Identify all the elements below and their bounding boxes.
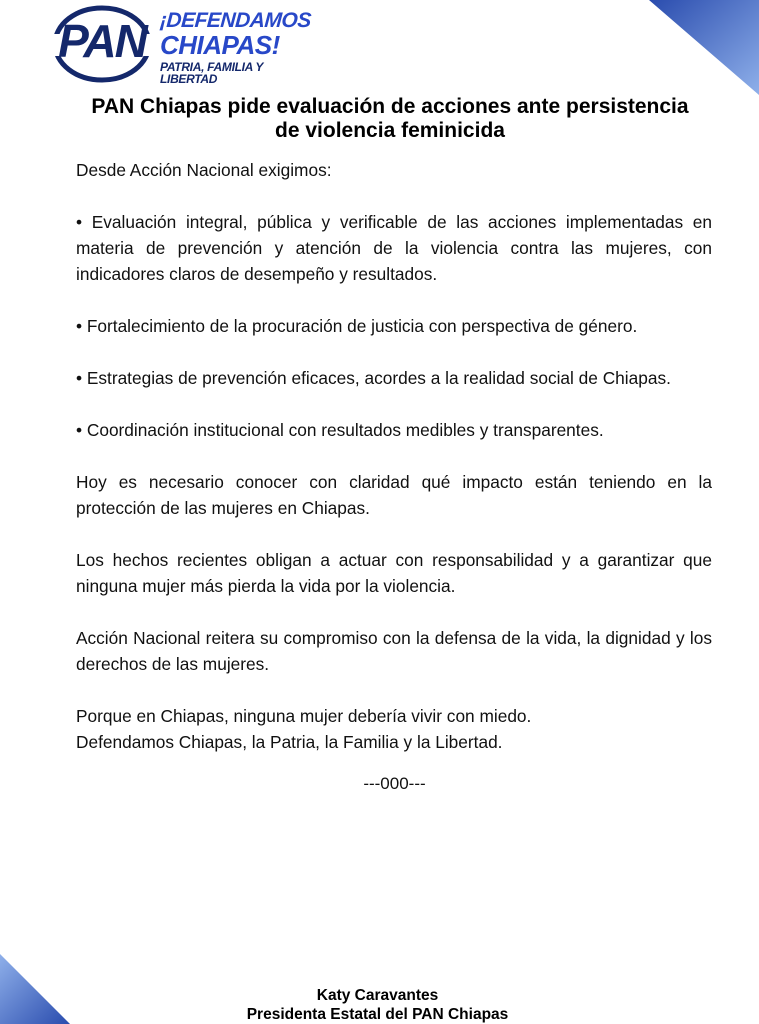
closing-line-2: Defendamos Chiapas, la Patria, la Familia y la Libertad. bbox=[76, 732, 503, 752]
pan-logo bbox=[50, 4, 154, 84]
signature-block bbox=[0, 986, 755, 1024]
body-paragraph: Hoy es necesario conocer con claridad qué impacto están teniendo en la protección de las mujeres en Chiapas. bbox=[76, 472, 712, 518]
closing-line-1: Porque en Chiapas, ninguna mujer debería vivir con miedo. bbox=[76, 706, 532, 726]
body-paragraph: Los hechos recientes obligan a actuar con responsabilidad y a garantizar que ninguna mujer más pierda la vida por la violencia. bbox=[76, 550, 712, 596]
signature-role: Presidenta Estatal del PAN Chiapas bbox=[246, 1006, 509, 1023]
pan-logo-text: PAN bbox=[58, 15, 146, 67]
document-body bbox=[76, 157, 712, 755]
slogan-line-3: PATRIA, FAMILIA Y LIBERTAD bbox=[160, 60, 263, 86]
bullet-item: • Fortalecimiento de la procuración de justicia con perspectiva de género. bbox=[76, 316, 638, 336]
slogan bbox=[159, 9, 312, 86]
pan-chiapas-logo bbox=[50, 4, 312, 86]
body-paragraph: Acción Nacional reitera su compromiso con la defensa de la vida, la dignidad y los derechos de las mujeres. bbox=[76, 628, 712, 674]
bullet-item: • Coordinación institucional con resultados medibles y transparentes. bbox=[76, 420, 604, 440]
signature-name: Katy Caravantes bbox=[316, 987, 439, 1004]
bullet-item: • Estrategias de prevención eficaces, acordes a la realidad social de Chiapas. bbox=[76, 368, 671, 388]
slogan-line-1: ¡DEFENDAMOS bbox=[159, 9, 312, 32]
title-line-2: de violencia feminicida bbox=[275, 119, 505, 142]
corner-decoration-top-right bbox=[649, 0, 759, 95]
title-line-1: PAN Chiapas pide evaluación de acciones ante persistencia bbox=[91, 95, 689, 118]
intro-paragraph: Desde Acción Nacional exigimos: bbox=[76, 160, 332, 180]
document-title bbox=[40, 95, 740, 143]
separator: ---000--- bbox=[363, 774, 426, 793]
bullet-item: • Evaluación integral, pública y verificable de las acciones implementadas en materia de prevención y atención de la violencia contra las mujeres, con indicadores claros de desempeño y resultados. bbox=[76, 212, 712, 284]
slogan-line-2: CHIAPAS! bbox=[160, 30, 280, 60]
